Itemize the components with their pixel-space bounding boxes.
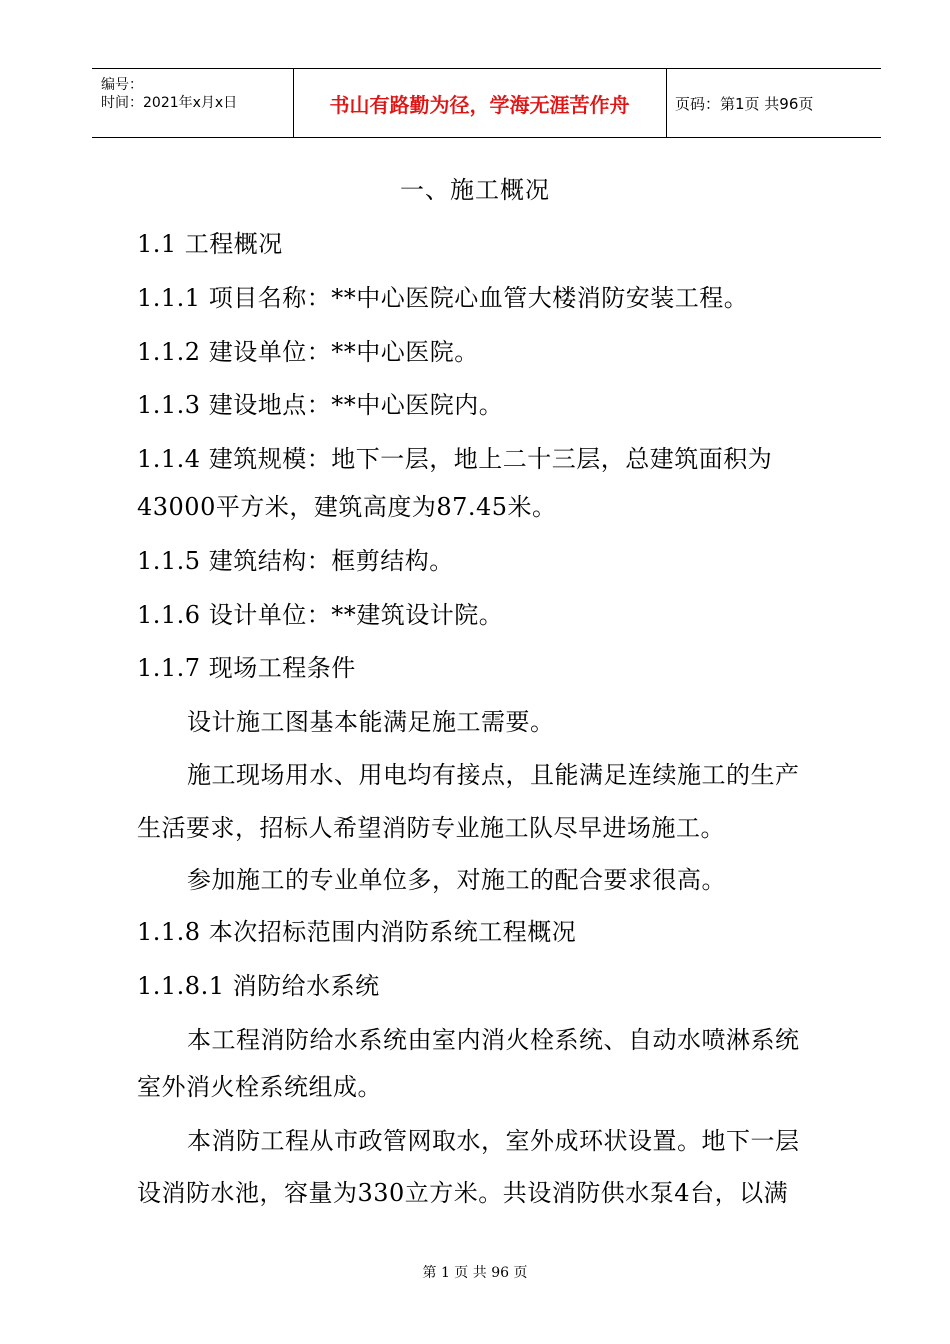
document-header <box>92 68 881 138</box>
paragraph-line: 设计施工图基本能满足施工需要。 <box>187 708 555 736</box>
paragraph-line: 本工程消防给水系统由室内消火栓系统、自动水喷淋系统 <box>187 1026 800 1054</box>
item-1-1-7: 1.1.7 现场工程条件 <box>137 654 356 682</box>
item-1-1-4: 1.1.4 建筑规模：地下一层，地上二十三层，总建筑面积为 <box>137 445 773 473</box>
paragraph-line: 施工现场用水、用电均有接点，且能满足连续施工的生产 <box>187 761 800 789</box>
item-1-1-4-cont: 43000平方米，建筑高度为87.45米。 <box>137 493 557 521</box>
paragraph-line: 参加施工的专业单位多，对施工的配合要求很高。 <box>187 866 726 894</box>
time-label: 时间：2021年x月x日 <box>101 95 238 111</box>
item-1-1-1: 1.1.1 项目名称：**中心医院心血管大楼消防安装工程。 <box>137 284 749 312</box>
page-footer: 第 1 页 共 96 页 <box>422 1265 528 1281</box>
heading-1-1: 1.1 工程概况 <box>137 230 283 258</box>
header-page-cell <box>667 69 881 137</box>
header-motto-cell <box>293 69 667 137</box>
item-1-1-3: 1.1.3 建设地点：**中心医院内。 <box>137 391 504 419</box>
section-title: 一、施工概况 <box>400 176 550 204</box>
item-1-1-6: 1.1.6 设计单位：**建筑设计院。 <box>137 601 504 629</box>
code-label: 编号： <box>101 77 143 93</box>
item-1-1-8-1: 1.1.8.1 消防给水系统 <box>137 972 380 1000</box>
item-1-1-8: 1.1.8 本次招标范围内消防系统工程概况 <box>137 918 577 946</box>
motto-text: 书山有路勤为径，学海无涯苦作舟 <box>329 92 630 117</box>
header-info-cell <box>92 69 294 137</box>
page-info: 页码：第1页 共96页 <box>675 94 814 113</box>
paragraph-line: 生活要求，招标人希望消防专业施工队尽早进场施工。 <box>137 814 725 842</box>
item-1-1-5: 1.1.5 建筑结构：框剪结构。 <box>137 547 454 575</box>
paragraph-line: 本消防工程从市政管网取水，室外成环状设置。地下一层 <box>187 1127 800 1155</box>
item-1-1-2: 1.1.2 建设单位：**中心医院。 <box>137 338 479 366</box>
paragraph-line: 室外消火栓系统组成。 <box>137 1073 382 1101</box>
paragraph-line: 设消防水池，容量为330立方米。共设消防供水泵4台，以满 <box>137 1179 789 1207</box>
